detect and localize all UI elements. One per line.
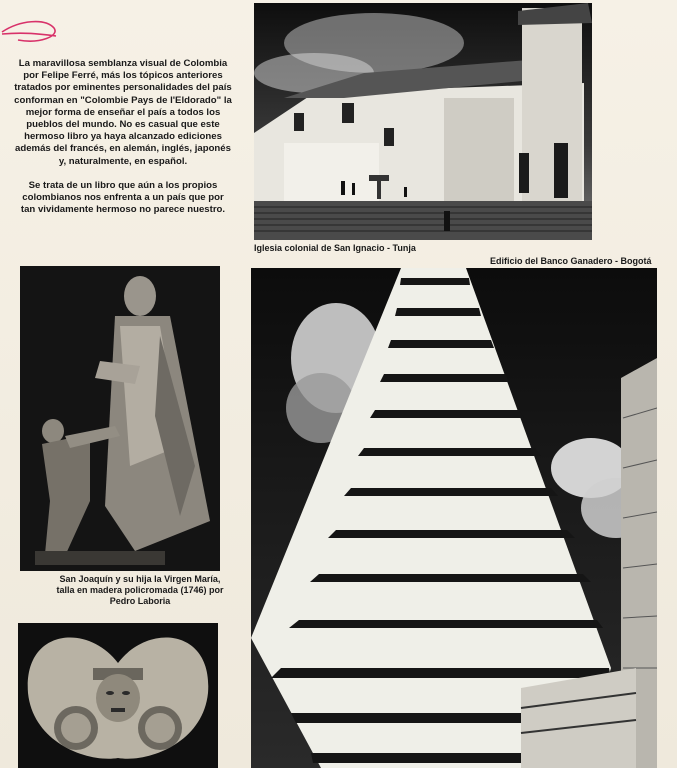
statue-caption-line-1: San Joaquín y su hija la Virgen María,	[59, 574, 221, 584]
statue-caption-line-3: Pedro Laboria	[109, 596, 171, 606]
pen-mark-decoration	[0, 10, 70, 48]
statue-photo	[20, 266, 220, 571]
statue-caption	[40, 574, 240, 607]
intro-paragraph-1: La maravillosa semblanza visual de Colombia por Felipe Ferré, más los tópicos anteriores tratados por eminentes personalidades del país conforman en "Colombie Pays de l'Eldorado" la mejor forma de enseñar el país a todos los pueblos del mundo. No es casual que este hermoso libro ya haya alcanzado ediciones además del francés, en alemán, inglés, japonés y, naturalmente, en español.	[14, 58, 232, 167]
bank-building-photo	[251, 268, 657, 768]
intro-text	[14, 58, 232, 228]
church-caption: Iglesia colonial de San Ignacio - Tunja	[254, 243, 416, 253]
gold-artifact-photo	[18, 623, 218, 768]
statue-caption-line-2: talla en madera policromada (1746) por	[56, 585, 224, 595]
church-photo	[254, 3, 592, 240]
intro-paragraph-2: Se trata de un libro que aún a los propios colombianos nos enfrenta a un país que por tan vividamente hermoso no parece nuestro.	[20, 179, 226, 216]
bank-caption: Edificio del Banco Ganadero - Bogotá	[490, 256, 652, 266]
